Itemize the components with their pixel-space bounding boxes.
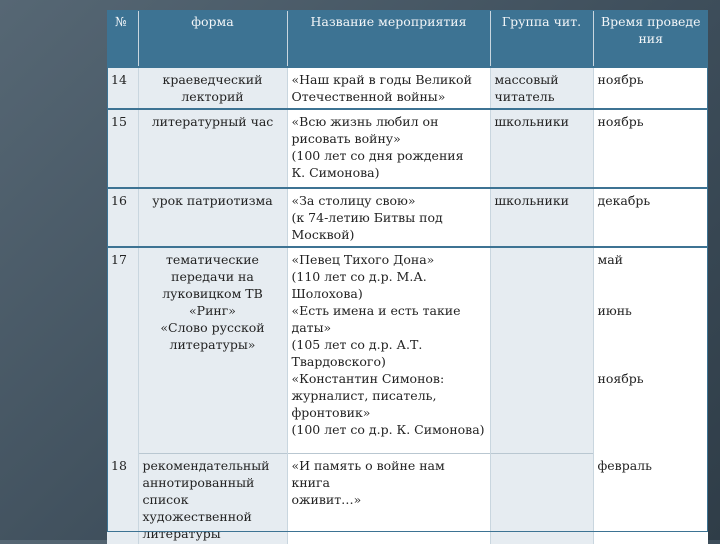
event-form (138, 188, 287, 247)
reader-group (490, 454, 593, 544)
event-name-line: «Певец Тихого Дона» (292, 251, 486, 268)
event-name-line: «За столицу свою» (292, 192, 486, 209)
event-time-line: декабрь (598, 192, 705, 209)
event-time-line: июнь (598, 302, 705, 319)
event-form-line: художественной (143, 508, 283, 525)
event-name (287, 109, 490, 188)
event-time-line: февраль (598, 457, 705, 474)
event-time (593, 67, 708, 109)
event-name (287, 67, 490, 109)
table-header-row (107, 10, 708, 67)
row-number: 15 (107, 109, 138, 188)
event-form-line: литературный час (143, 113, 283, 130)
table-row (107, 454, 708, 544)
event-name-line: «Наш край в годы Великой (292, 71, 486, 88)
reader-group-line: школьники (495, 192, 589, 209)
header-reader-group: Группа чит. (490, 10, 593, 67)
event-form-line: литературы» (143, 336, 283, 353)
header-time: Время проведения (593, 10, 708, 67)
row-number: 16 (107, 188, 138, 247)
event-time-line: ноябрь (598, 113, 705, 130)
event-name-line: К. Симонова) (292, 164, 486, 181)
event-form-line: рекомендательный (143, 457, 283, 474)
event-name (287, 454, 490, 544)
row-number: 18 (107, 454, 138, 544)
event-name-line: (110 лет со д.р. М.А. (292, 268, 486, 285)
event-time-line: май (598, 251, 705, 268)
event-time (593, 188, 708, 247)
event-name-line: «И память о войне нам книга (292, 457, 486, 491)
event-form (138, 247, 287, 454)
event-form-line: список (143, 491, 283, 508)
event-form-line: урок патриотизма (143, 192, 283, 209)
reader-group (490, 109, 593, 188)
event-name-line: «Всю жизнь любил он (292, 113, 486, 130)
time-spacer (598, 268, 705, 302)
reader-group-line: школьники (495, 113, 589, 130)
header-event-name: Название мероприятия (287, 10, 490, 67)
event-form (138, 454, 287, 544)
header-number: № (107, 10, 138, 67)
event-form (138, 67, 287, 109)
event-name-line: оживит…» (292, 491, 486, 508)
event-name-line: Твардовского) (292, 353, 486, 370)
event-name-line: (к 74-летию Битвы под (292, 209, 486, 226)
events-table-sheet (107, 10, 708, 532)
reader-group (490, 188, 593, 247)
event-form-line: аннотированный (143, 474, 283, 491)
event-time (593, 247, 708, 454)
event-time-line: ноябрь (598, 71, 705, 88)
event-time-line: ноябрь (598, 370, 705, 387)
reader-group (490, 67, 593, 109)
table-row (107, 67, 708, 109)
reader-group-line: массовый (495, 71, 589, 88)
event-name-line: Шолохова) (292, 285, 486, 302)
event-form-line: тематические (143, 251, 283, 268)
table-row (107, 188, 708, 247)
table-row (107, 109, 708, 188)
event-name-line: фронтовик» (292, 404, 486, 421)
event-name-line: «Константин Симонов: (292, 370, 486, 387)
event-name-line: Отечественной войны» (292, 88, 486, 105)
header-form: форма (138, 10, 287, 67)
event-name-line: (100 лет со дня рождения (292, 147, 486, 164)
event-name (287, 247, 490, 454)
event-form-line: передачи на (143, 268, 283, 285)
event-name-line: «Есть имена и есть такие (292, 302, 486, 319)
reader-group (490, 247, 593, 454)
event-form-line: лекторий (143, 88, 283, 105)
reader-group-line: читатель (495, 88, 589, 105)
event-time (593, 109, 708, 188)
event-form-line: «Ринг» (143, 302, 283, 319)
table-row (107, 247, 708, 454)
event-form-line: краеведческий (143, 71, 283, 88)
event-name-line: даты» (292, 319, 486, 336)
event-name-line: журналист, писатель, (292, 387, 486, 404)
events-table (107, 10, 708, 544)
row-number: 14 (107, 67, 138, 109)
event-form-line: луковицком ТВ (143, 285, 283, 302)
event-form (138, 109, 287, 188)
time-spacer (598, 319, 705, 370)
event-name-line: (100 лет со д.р. К. Симонова) (292, 421, 486, 438)
event-form-line: литературы (143, 525, 283, 542)
event-form-line: «Слово русской (143, 319, 283, 336)
event-name-line: (105 лет со д.р. А.Т. (292, 336, 486, 353)
event-time (593, 454, 708, 544)
event-name (287, 188, 490, 247)
row-number: 17 (107, 247, 138, 454)
event-name-line: Москвой) (292, 226, 486, 243)
event-name-line: рисовать войну» (292, 130, 486, 147)
